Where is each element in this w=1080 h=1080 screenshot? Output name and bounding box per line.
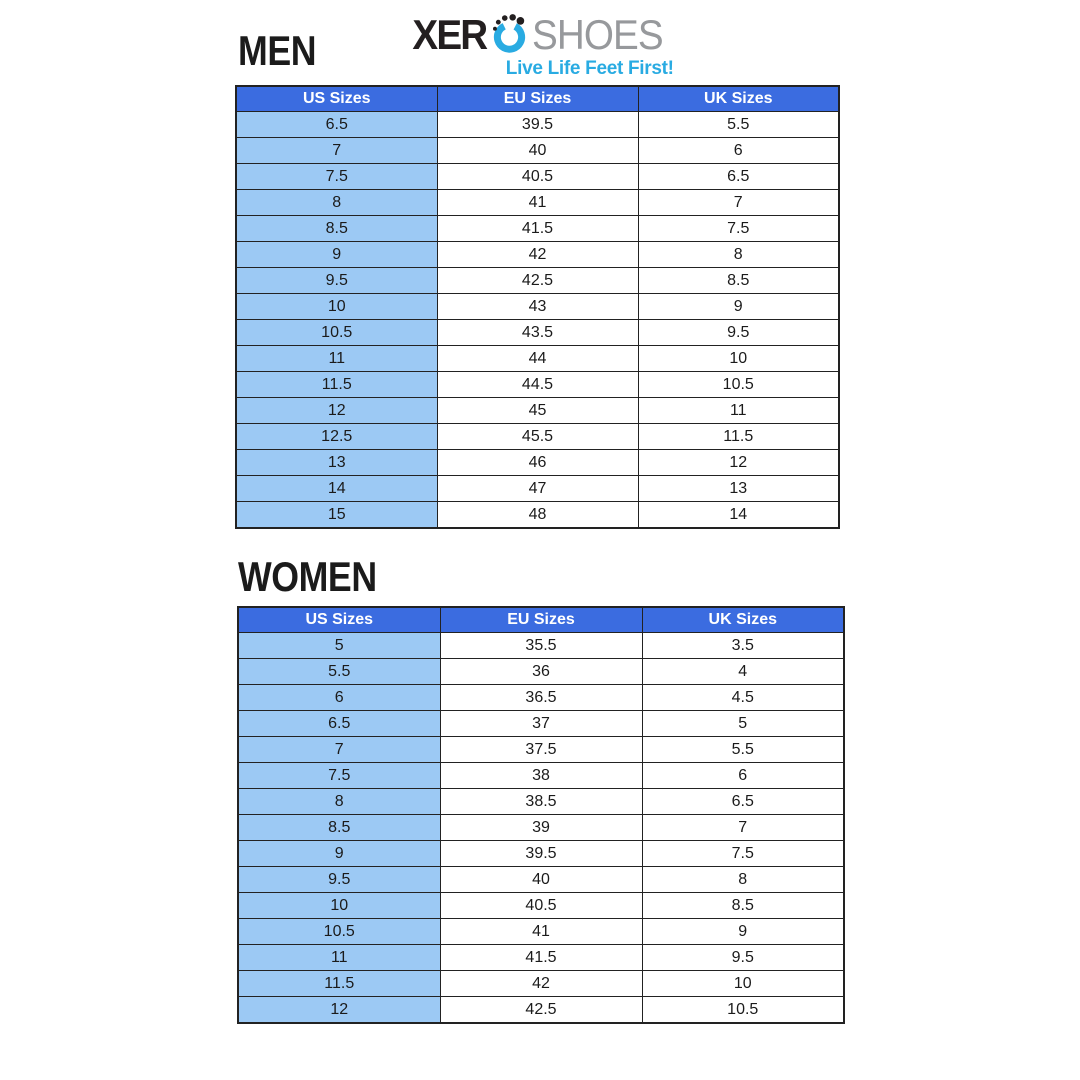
us-size-cell: 8.5: [238, 815, 440, 841]
uk-size-cell: 9: [642, 919, 844, 945]
eu-size-cell: 48: [437, 502, 638, 529]
size-row: [236, 242, 839, 268]
us-size-cell: 12: [238, 997, 440, 1024]
uk-size-cell: 8.5: [638, 268, 839, 294]
size-row: [236, 294, 839, 320]
uk-size-cell: 3.5: [642, 633, 844, 659]
us-size-cell: 6.5: [236, 112, 437, 138]
xero-shoes-logo: [0, 8, 1080, 80]
size-row: [238, 711, 844, 737]
us-size-cell: 14: [236, 476, 437, 502]
logo-tagline: Live Life Feet First!: [505, 58, 674, 79]
eu-size-cell: 40.5: [437, 164, 638, 190]
size-row: [238, 685, 844, 711]
uk-size-cell: 4.5: [642, 685, 844, 711]
us-size-cell: 10.5: [236, 320, 437, 346]
size-row: [236, 320, 839, 346]
size-row: [236, 372, 839, 398]
us-size-cell: 8.5: [236, 216, 437, 242]
us-size-cell: 10: [238, 893, 440, 919]
eu-size-cell: 39.5: [440, 841, 642, 867]
uk-size-cell: 6.5: [642, 789, 844, 815]
uk-size-cell: 9.5: [638, 320, 839, 346]
us-size-cell: 13: [236, 450, 437, 476]
size-row: [236, 268, 839, 294]
eu-size-cell: 44.5: [437, 372, 638, 398]
size-row: [238, 867, 844, 893]
eu-size-cell: 40: [437, 138, 638, 164]
eu-size-cell: 41: [440, 919, 642, 945]
column-header-us: US Sizes: [236, 86, 437, 112]
eu-size-cell: 42.5: [440, 997, 642, 1024]
uk-size-cell: 7.5: [638, 216, 839, 242]
logo-lockup: [406, 8, 673, 80]
size-row: [238, 841, 844, 867]
men-header-row: [236, 86, 839, 112]
size-row: [236, 502, 839, 529]
uk-size-cell: 10.5: [642, 997, 844, 1024]
size-row: [238, 659, 844, 685]
size-row: [238, 815, 844, 841]
eu-size-cell: 40: [440, 867, 642, 893]
size-row: [236, 112, 839, 138]
size-row: [236, 398, 839, 424]
size-row: [238, 997, 844, 1024]
logo-text-xer: XER: [412, 11, 487, 58]
uk-size-cell: 11: [638, 398, 839, 424]
size-row: [236, 138, 839, 164]
eu-size-cell: 41.5: [440, 945, 642, 971]
uk-size-cell: 13: [638, 476, 839, 502]
uk-size-cell: 10.5: [638, 372, 839, 398]
us-size-cell: 12: [236, 398, 437, 424]
eu-size-cell: 44: [437, 346, 638, 372]
us-size-cell: 9.5: [238, 867, 440, 893]
eu-size-cell: 38.5: [440, 789, 642, 815]
eu-size-cell: 36: [440, 659, 642, 685]
us-size-cell: 11.5: [238, 971, 440, 997]
size-row: [238, 893, 844, 919]
size-row: [238, 763, 844, 789]
eu-size-cell: 46: [437, 450, 638, 476]
us-size-cell: 9.5: [236, 268, 437, 294]
eu-size-cell: 37: [440, 711, 642, 737]
us-size-cell: 10: [236, 294, 437, 320]
us-size-cell: 11.5: [236, 372, 437, 398]
women-size-table: [237, 606, 845, 1024]
us-size-cell: 7.5: [236, 164, 437, 190]
us-size-cell: 6: [238, 685, 440, 711]
men-size-table: [235, 85, 840, 529]
size-row: [238, 971, 844, 997]
uk-size-cell: 8.5: [642, 893, 844, 919]
eu-size-cell: 41.5: [437, 216, 638, 242]
uk-size-cell: 8: [642, 867, 844, 893]
size-row: [238, 945, 844, 971]
eu-size-cell: 45.5: [437, 424, 638, 450]
size-row: [238, 737, 844, 763]
uk-size-cell: 10: [642, 971, 844, 997]
us-size-cell: 7: [236, 138, 437, 164]
eu-size-cell: 39: [440, 815, 642, 841]
women-section-title: WOMEN: [238, 553, 377, 600]
uk-size-cell: 7: [642, 815, 844, 841]
size-row: [236, 190, 839, 216]
logo-wordmark: [406, 8, 673, 58]
eu-size-cell: 35.5: [440, 633, 642, 659]
uk-size-cell: 11.5: [638, 424, 839, 450]
uk-size-cell: 9: [638, 294, 839, 320]
uk-size-cell: 10: [638, 346, 839, 372]
us-size-cell: 11: [238, 945, 440, 971]
us-size-cell: 8: [236, 190, 437, 216]
eu-size-cell: 43: [437, 294, 638, 320]
uk-size-cell: 5: [642, 711, 844, 737]
us-size-cell: 5.5: [238, 659, 440, 685]
us-size-cell: 11: [236, 346, 437, 372]
uk-size-cell: 5.5: [638, 112, 839, 138]
column-header-eu: EU Sizes: [440, 607, 642, 633]
uk-size-cell: 7.5: [642, 841, 844, 867]
men-section-title: MEN: [238, 27, 317, 74]
logo-text-shoes: SHOES: [531, 11, 663, 58]
us-size-cell: 12.5: [236, 424, 437, 450]
column-header-eu: EU Sizes: [437, 86, 638, 112]
column-header-us: US Sizes: [238, 607, 440, 633]
uk-size-cell: 6: [638, 138, 839, 164]
uk-size-cell: 6.5: [638, 164, 839, 190]
eu-size-cell: 37.5: [440, 737, 642, 763]
us-size-cell: 9: [236, 242, 437, 268]
us-size-cell: 8: [238, 789, 440, 815]
us-size-cell: 10.5: [238, 919, 440, 945]
uk-size-cell: 14: [638, 502, 839, 529]
size-row: [238, 919, 844, 945]
column-header-uk: UK Sizes: [642, 607, 844, 633]
size-row: [236, 346, 839, 372]
column-header-uk: UK Sizes: [638, 86, 839, 112]
eu-size-cell: 36.5: [440, 685, 642, 711]
us-size-cell: 7.5: [238, 763, 440, 789]
eu-size-cell: 42: [437, 242, 638, 268]
us-size-cell: 15: [236, 502, 437, 529]
size-row: [236, 450, 839, 476]
us-size-cell: 9: [238, 841, 440, 867]
uk-size-cell: 7: [638, 190, 839, 216]
uk-size-cell: 6: [642, 763, 844, 789]
uk-size-cell: 5.5: [642, 737, 844, 763]
women-header-row: [238, 607, 844, 633]
size-row: [236, 424, 839, 450]
eu-size-cell: 42.5: [437, 268, 638, 294]
us-size-cell: 6.5: [238, 711, 440, 737]
eu-size-cell: 40.5: [440, 893, 642, 919]
us-size-cell: 5: [238, 633, 440, 659]
foot-o-icon: [489, 8, 530, 55]
eu-size-cell: 43.5: [437, 320, 638, 346]
eu-size-cell: 41: [437, 190, 638, 216]
size-row: [236, 216, 839, 242]
uk-size-cell: 8: [638, 242, 839, 268]
size-row: [238, 633, 844, 659]
eu-size-cell: 38: [440, 763, 642, 789]
uk-size-cell: 9.5: [642, 945, 844, 971]
size-row: [236, 164, 839, 190]
eu-size-cell: 42: [440, 971, 642, 997]
uk-size-cell: 4: [642, 659, 844, 685]
eu-size-cell: 39.5: [437, 112, 638, 138]
uk-size-cell: 12: [638, 450, 839, 476]
size-row: [236, 476, 839, 502]
size-row: [238, 789, 844, 815]
eu-size-cell: 45: [437, 398, 638, 424]
eu-size-cell: 47: [437, 476, 638, 502]
us-size-cell: 7: [238, 737, 440, 763]
